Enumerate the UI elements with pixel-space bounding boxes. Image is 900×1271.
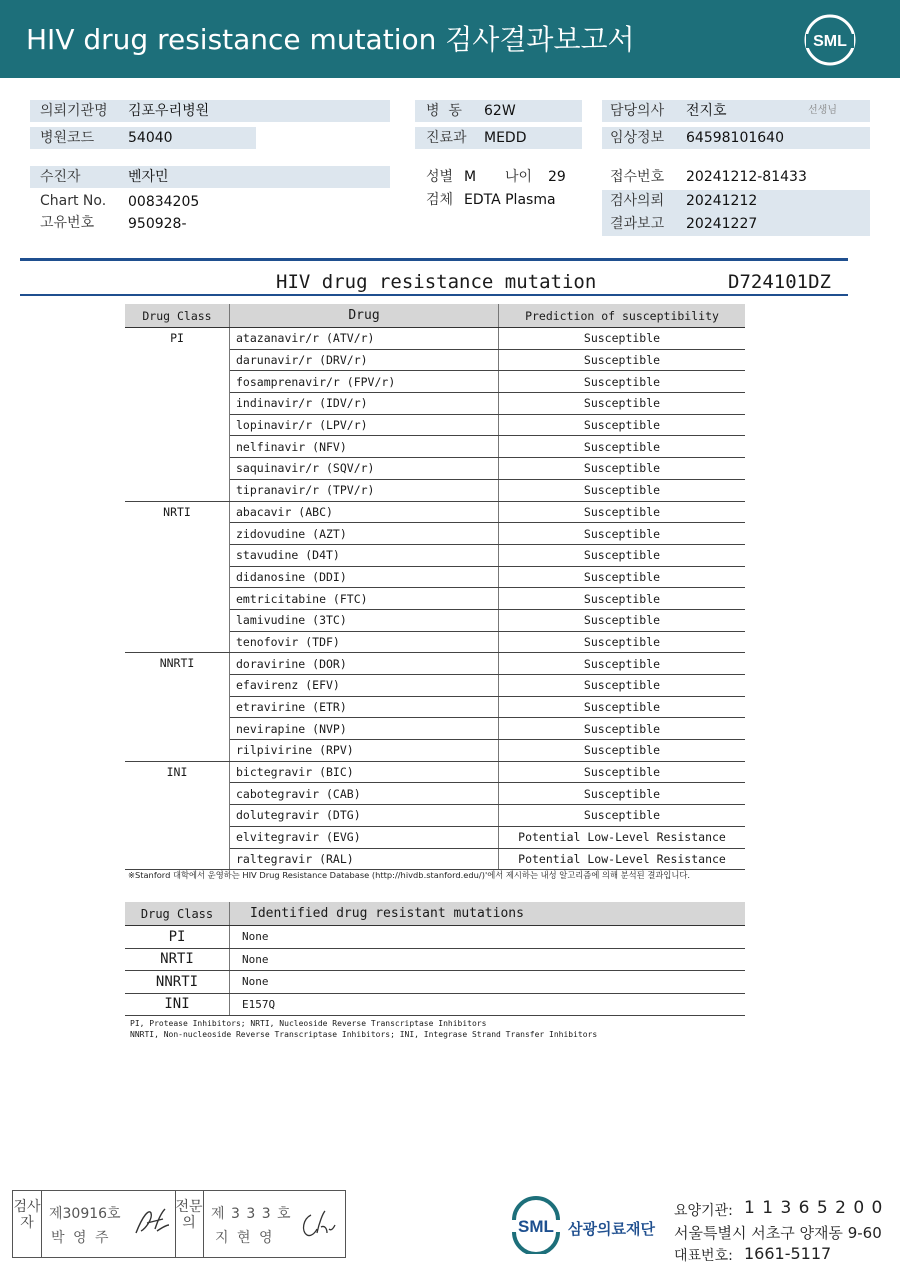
drug-cell: efavirenz (EFV): [230, 675, 499, 697]
drug-class-cell: NNRTI: [125, 971, 230, 994]
drug-cell: emtricitabine (FTC): [230, 588, 499, 610]
database-note: ※Stanford 대학에서 운영하는 HIV Drug Resistance Database (http://hivdb.stanford.edu/)'에서 제시하는 내성 알고리즘에 의해 분석된 결과입니다.: [128, 870, 691, 880]
header-mutations: Identified drug resistant mutations: [230, 902, 746, 926]
drug-cell: nevirapine (NVP): [230, 718, 499, 740]
prediction-cell: Susceptible: [499, 436, 746, 458]
examiner-signature-icon: [133, 1205, 171, 1239]
abbreviation-footnote: [130, 1018, 597, 1040]
drug-cell: tipranavir/r (TPV/r): [230, 479, 499, 501]
drug-cell: stavudine (D4T): [230, 544, 499, 566]
drug-class-cell: INI: [125, 761, 230, 869]
ward-label: 병 동: [426, 103, 462, 119]
institution-value: 김포우리병원: [128, 103, 210, 119]
section-divider-top: [20, 258, 848, 261]
specialist-cell: [203, 1191, 345, 1257]
header-drug-class: Drug Class: [125, 304, 230, 328]
drug-cell: doravirine (DOR): [230, 653, 499, 675]
table-row: [125, 993, 745, 1016]
chart-label: Chart No.: [40, 193, 107, 209]
dept-label: 진료과: [426, 130, 467, 146]
org-logo: [508, 1196, 668, 1256]
age-value: 29: [548, 169, 566, 185]
drug-class-cell: NRTI: [125, 501, 230, 653]
prediction-cell: Susceptible: [499, 414, 746, 436]
drug-cell: zidovudine (AZT): [230, 523, 499, 545]
mutation-table-body: [125, 926, 745, 1016]
susceptibility-table: [125, 304, 745, 870]
table-header-row: [125, 304, 745, 328]
prediction-cell: Susceptible: [499, 805, 746, 827]
drug-cell: darunavir/r (DRV/r): [230, 349, 499, 371]
drug-cell: cabotegravir (CAB): [230, 783, 499, 805]
doctor-label: 담당의사: [610, 103, 665, 119]
age-label: 나이: [505, 169, 533, 185]
logo-text: SML: [813, 33, 847, 50]
prediction-cell: Susceptible: [499, 609, 746, 631]
drug-class-cell: NNRTI: [125, 653, 230, 761]
section-divider-bottom: [20, 294, 848, 296]
dept-value: MEDD: [484, 130, 527, 146]
prediction-cell: Susceptible: [499, 328, 746, 350]
hospital-code-value: 54040: [128, 130, 173, 146]
doctor-suffix: 선생님: [808, 105, 837, 116]
patient-row: [30, 166, 390, 188]
susceptibility-table-body: [125, 328, 745, 870]
ward-value: 62W: [484, 103, 516, 119]
institution-label: 의뢰기관명: [40, 103, 108, 119]
report-date-label: 결과보고: [610, 216, 665, 232]
header-drug-class: Drug Class: [125, 902, 230, 926]
prediction-cell: Susceptible: [499, 458, 746, 480]
unique-value: 950928-: [128, 216, 187, 232]
table-header-row: [125, 902, 745, 926]
mutation-table: [125, 902, 745, 1016]
drug-cell: lamivudine (3TC): [230, 609, 499, 631]
prediction-cell: Susceptible: [499, 783, 746, 805]
examiner-cell: [41, 1191, 176, 1257]
drug-class-cell: NRTI: [125, 948, 230, 971]
patient-value: 벤자민: [128, 169, 169, 185]
header-drug: Drug: [230, 304, 499, 328]
prediction-cell: Susceptible: [499, 544, 746, 566]
drug-cell: etravirine (ETR): [230, 696, 499, 718]
examiner-name: 박 영 주: [51, 1230, 111, 1246]
table-row: [125, 653, 745, 675]
specialist-signature-icon: [297, 1207, 337, 1241]
table-row: [125, 328, 745, 350]
prediction-cell: Susceptible: [499, 501, 746, 523]
signature-box: [12, 1190, 346, 1258]
prediction-cell: Susceptible: [499, 653, 746, 675]
chart-value: 00834205: [128, 194, 200, 210]
drug-cell: nelfinavir (NFV): [230, 436, 499, 458]
report-header: [0, 0, 900, 78]
table-row: [125, 761, 745, 783]
prediction-cell: Susceptible: [499, 631, 746, 653]
drug-cell: dolutegravir (DTG): [230, 805, 499, 827]
drug-cell: bictegravir (BIC): [230, 761, 499, 783]
receipt-label: 접수번호: [610, 169, 665, 185]
table-row: [125, 948, 745, 971]
examiner-label: 검사자: [13, 1191, 42, 1257]
drug-cell: tenofovir (TDF): [230, 631, 499, 653]
drug-cell: didanosine (DDI): [230, 566, 499, 588]
mutations-cell: E157Q: [230, 993, 746, 1016]
prediction-cell: Susceptible: [499, 740, 746, 762]
prediction-cell: Susceptible: [499, 718, 746, 740]
doctor-value: 전지호: [686, 103, 727, 119]
report-date-value: 20241227: [686, 216, 758, 232]
header-prediction: Prediction of susceptibility: [499, 304, 746, 328]
prediction-cell: Susceptible: [499, 523, 746, 545]
prediction-cell: Potential Low-Level Resistance: [499, 826, 746, 848]
phone-number: 1661-5117: [744, 1244, 832, 1263]
prediction-cell: Susceptible: [499, 479, 746, 501]
prediction-cell: Susceptible: [499, 566, 746, 588]
drug-class-cell: PI: [125, 328, 230, 502]
prediction-cell: Susceptible: [499, 761, 746, 783]
prediction-cell: Susceptible: [499, 349, 746, 371]
footnote-line-1: PI, Protease Inhibitors; NRTI, Nucleoside Reverse Transcriptase Inhibitors: [130, 1019, 487, 1028]
specialist-label: 전문의: [175, 1191, 204, 1257]
org-logo-text: SML: [518, 1217, 554, 1236]
drug-cell: atazanavir/r (ATV/r): [230, 328, 499, 350]
table-row: [125, 971, 745, 994]
receipt-value: 20241212-81433: [686, 169, 807, 185]
examiner-no: 제30916호: [49, 1206, 121, 1222]
table-row: [125, 501, 745, 523]
sex-label: 성별: [426, 169, 454, 185]
prediction-cell: Potential Low-Level Resistance: [499, 848, 746, 870]
specimen-value: EDTA Plasma: [464, 192, 556, 208]
prediction-cell: Susceptible: [499, 696, 746, 718]
mutations-cell: None: [230, 971, 746, 994]
report-title: HIV drug resistance mutation 검사결과보고서: [26, 23, 635, 56]
drug-cell: abacavir (ABC): [230, 501, 499, 523]
prediction-cell: Susceptible: [499, 588, 746, 610]
care-number: 1 1 3 6 5 2 0 0: [744, 1198, 884, 1218]
specialist-no: 제 3 3 3 호: [211, 1206, 292, 1222]
drug-cell: saquinavir/r (SQV/r): [230, 458, 499, 480]
drug-cell: fosamprenavir/r (FPV/r): [230, 371, 499, 393]
section-code: D724101DZ: [728, 271, 831, 293]
care-label: 요양기관:: [674, 1203, 733, 1219]
clinical-label: 임상정보: [610, 130, 665, 146]
sml-logo-icon: [802, 12, 858, 68]
table-row: [125, 926, 745, 949]
sex-value: M: [464, 169, 477, 185]
footnote-line-2: NNRTI, Non-nucleoside Reverse Transcriptase Inhibitors; INI, Integrase Strand Transfer Inhibitors: [130, 1030, 598, 1039]
drug-class-cell: PI: [125, 926, 230, 949]
prediction-cell: Susceptible: [499, 371, 746, 393]
specialist-name: 지 현 영: [215, 1230, 275, 1246]
drug-cell: lopinavir/r (LPV/r): [230, 414, 499, 436]
drug-cell: rilpivirine (RPV): [230, 740, 499, 762]
prediction-cell: Susceptible: [499, 675, 746, 697]
phone-label: 대표번호:: [674, 1248, 733, 1264]
clinical-value: 64598101640: [686, 130, 784, 146]
drug-cell: elvitegravir (EVG): [230, 826, 499, 848]
unique-label: 고유번호: [40, 215, 95, 231]
specimen-label: 검체: [426, 192, 454, 208]
mutations-cell: None: [230, 948, 746, 971]
org-name: 삼광의료재단: [568, 1220, 655, 1238]
request-value: 20241212: [686, 193, 758, 209]
prediction-cell: Susceptible: [499, 393, 746, 415]
mutations-cell: None: [230, 926, 746, 949]
sml-logo-icon: [508, 1196, 564, 1254]
drug-class-cell: INI: [125, 993, 230, 1016]
request-label: 검사의뢰: [610, 193, 665, 209]
hospital-code-label: 병원코드: [40, 130, 95, 146]
drug-cell: raltegravir (RAL): [230, 848, 499, 870]
drug-cell: indinavir/r (IDV/r): [230, 393, 499, 415]
section-title: HIV drug resistance mutation: [276, 271, 597, 293]
patient-label: 수진자: [40, 169, 81, 185]
org-address: 서울특별시 서초구 양재동 9-60: [674, 1224, 882, 1242]
